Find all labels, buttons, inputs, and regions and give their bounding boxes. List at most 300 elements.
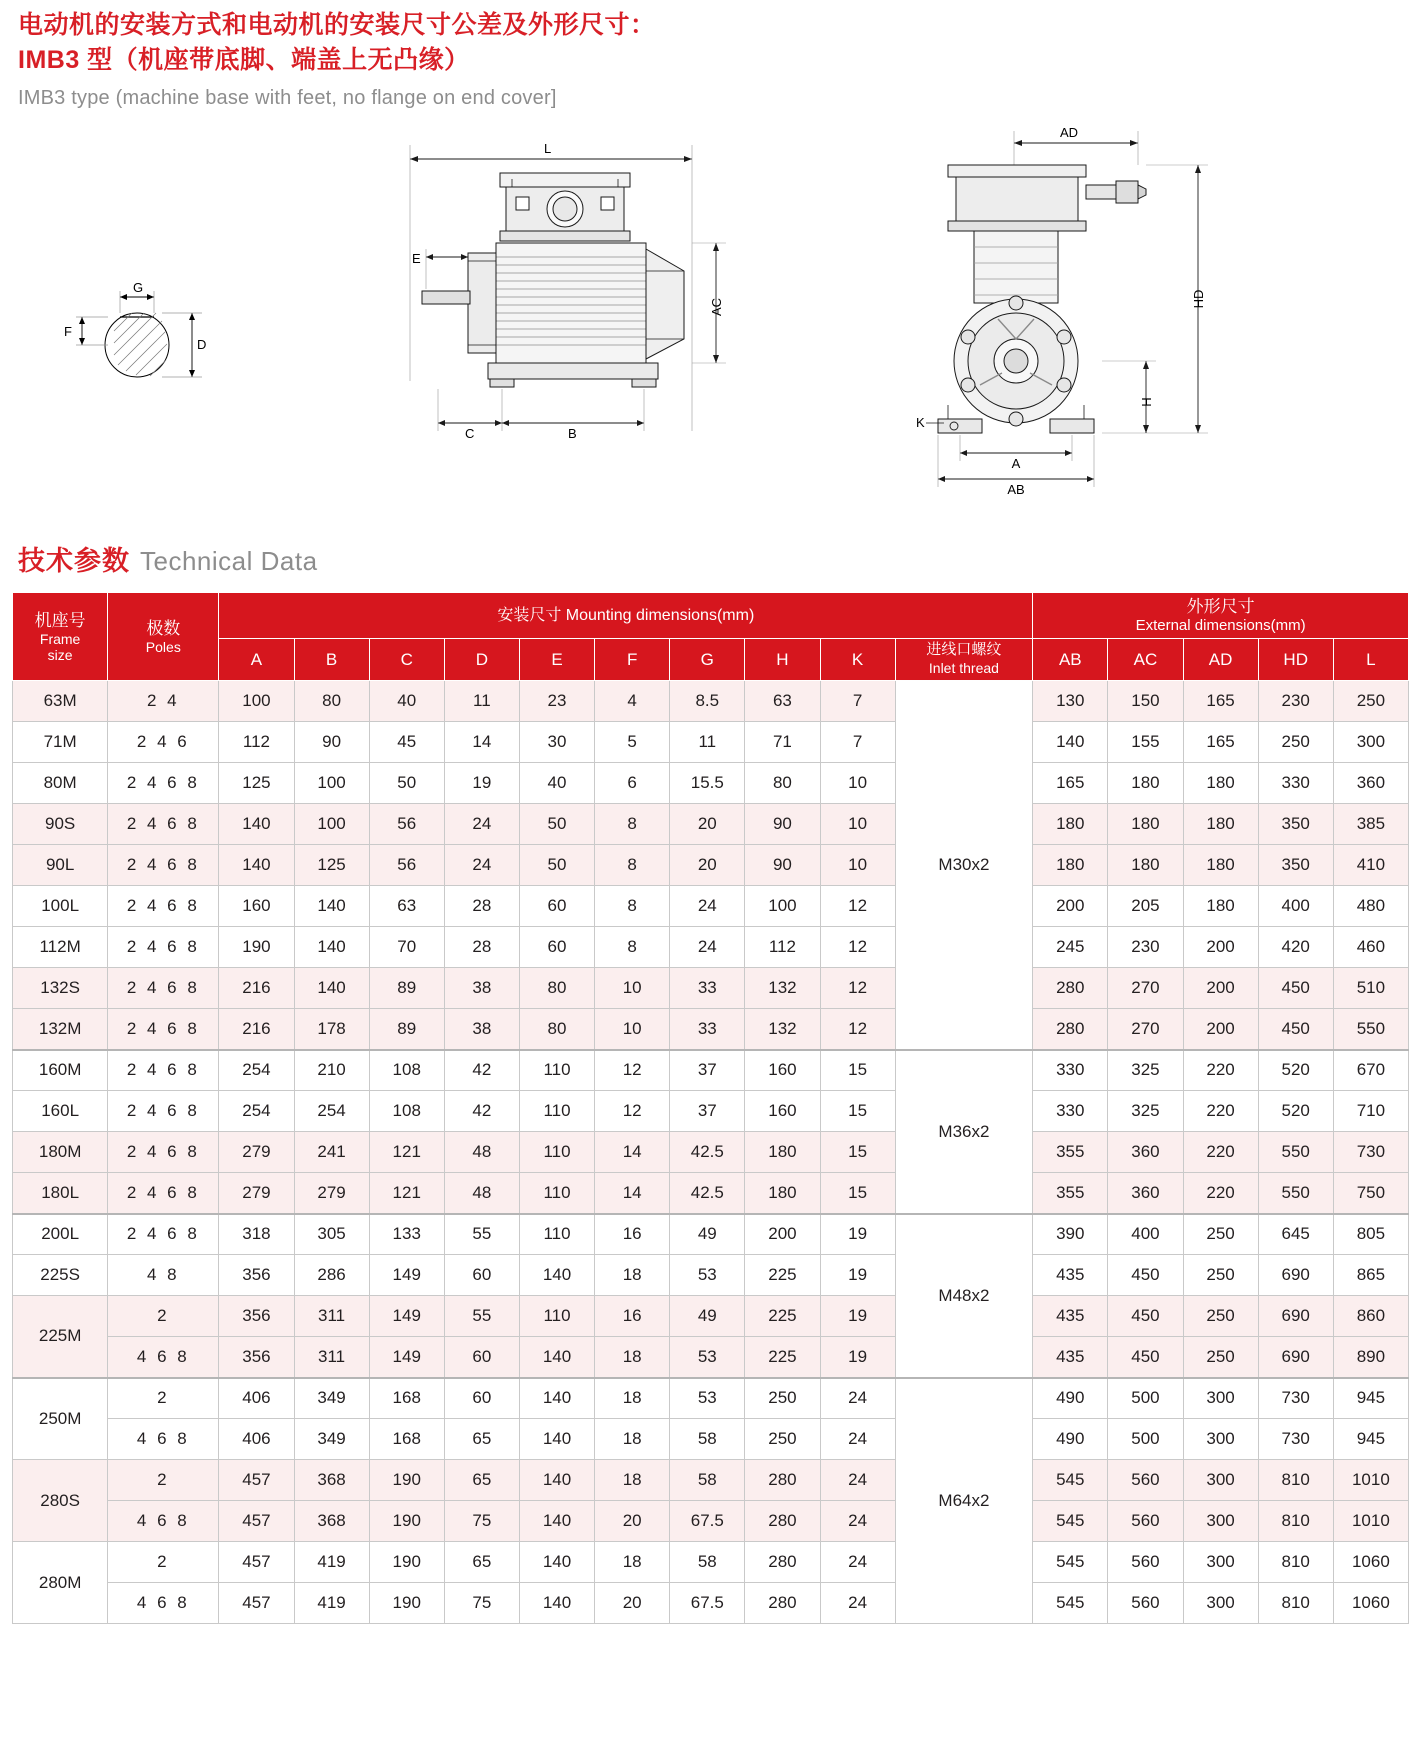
cell-G: 53 xyxy=(670,1337,745,1378)
cell-frame-size: 90S xyxy=(13,804,108,845)
cell-L: 1010 xyxy=(1333,1501,1408,1542)
cell-A: 112 xyxy=(219,722,294,763)
cell-F: 12 xyxy=(595,1091,670,1132)
end-view-drawing xyxy=(912,123,1252,503)
cell-D: 28 xyxy=(444,886,519,927)
cell-D: 60 xyxy=(444,1337,519,1378)
cell-AC: 360 xyxy=(1108,1132,1183,1173)
cell-D: 24 xyxy=(444,845,519,886)
header-inlet-thread-cn: 进线口螺纹 xyxy=(926,641,1002,659)
cell-B: 349 xyxy=(294,1419,369,1460)
cell-C: 56 xyxy=(369,804,444,845)
cell-F: 8 xyxy=(595,845,670,886)
cell-AC: 450 xyxy=(1108,1255,1183,1296)
header-col-L: L xyxy=(1333,639,1408,681)
cell-G: 58 xyxy=(670,1419,745,1460)
cell-K: 15 xyxy=(820,1050,895,1091)
cell-AB: 180 xyxy=(1033,845,1108,886)
cell-G: 37 xyxy=(670,1091,745,1132)
dim-label-F: F xyxy=(64,324,72,339)
cell-AB: 545 xyxy=(1033,1460,1108,1501)
cell-HD: 420 xyxy=(1258,927,1333,968)
cell-K: 19 xyxy=(820,1255,895,1296)
cell-frame-size: 225M xyxy=(13,1296,108,1378)
cell-L: 480 xyxy=(1333,886,1408,927)
cell-B: 80 xyxy=(294,681,369,722)
cell-poles: 2 4 6 8 xyxy=(108,886,219,927)
cell-D: 11 xyxy=(444,681,519,722)
cell-H: 280 xyxy=(745,1501,820,1542)
cell-AD: 250 xyxy=(1183,1214,1258,1255)
cell-G: 15.5 xyxy=(670,763,745,804)
cell-poles: 2 4 6 8 xyxy=(108,968,219,1009)
table-row xyxy=(13,968,1409,1009)
cell-H: 280 xyxy=(745,1460,820,1501)
technical-data-heading-cn: 技术参数 xyxy=(18,546,130,576)
cell-D: 42 xyxy=(444,1050,519,1091)
cell-C: 50 xyxy=(369,763,444,804)
technical-drawings xyxy=(12,123,1409,523)
header-poles-en: Poles xyxy=(145,639,181,656)
cell-AD: 180 xyxy=(1183,886,1258,927)
table-row xyxy=(13,1173,1409,1214)
cell-L: 890 xyxy=(1333,1337,1408,1378)
dim-label-K: K xyxy=(916,415,925,430)
page-title-block xyxy=(12,0,1409,113)
cell-K: 10 xyxy=(820,763,895,804)
cell-L: 865 xyxy=(1333,1255,1408,1296)
cell-L: 805 xyxy=(1333,1214,1408,1255)
cell-AC: 560 xyxy=(1108,1542,1183,1583)
header-inlet-thread xyxy=(895,639,1033,681)
cell-C: 63 xyxy=(369,886,444,927)
cell-poles: 2 4 6 8 xyxy=(108,1214,219,1255)
cell-AD: 180 xyxy=(1183,763,1258,804)
cell-HD: 230 xyxy=(1258,681,1333,722)
cell-F: 8 xyxy=(595,927,670,968)
table-row xyxy=(13,886,1409,927)
cell-AB: 330 xyxy=(1033,1050,1108,1091)
cell-AB: 245 xyxy=(1033,927,1108,968)
page-title-cn-line2: IMB3 型（机座带底脚、端盖上无凸缘） xyxy=(18,45,470,74)
cell-poles: 2 4 6 8 xyxy=(108,1050,219,1091)
header-col-A: A xyxy=(219,639,294,681)
cell-HD: 550 xyxy=(1258,1173,1333,1214)
cell-F: 20 xyxy=(595,1501,670,1542)
table-row xyxy=(13,1583,1409,1624)
cell-poles: 2 4 6 8 xyxy=(108,1091,219,1132)
cell-poles: 2 4 6 8 xyxy=(108,1132,219,1173)
cell-E: 140 xyxy=(519,1460,594,1501)
table-row xyxy=(13,927,1409,968)
cell-C: 190 xyxy=(369,1542,444,1583)
table-row xyxy=(13,1091,1409,1132)
cell-A: 457 xyxy=(219,1542,294,1583)
cell-H: 160 xyxy=(745,1091,820,1132)
cell-inlet-thread: M36x2 xyxy=(895,1050,1033,1214)
cell-K: 24 xyxy=(820,1583,895,1624)
cell-G: 42.5 xyxy=(670,1173,745,1214)
cell-E: 140 xyxy=(519,1419,594,1460)
cell-A: 254 xyxy=(219,1050,294,1091)
cell-poles: 2 xyxy=(108,1296,219,1337)
cell-D: 65 xyxy=(444,1460,519,1501)
cell-F: 6 xyxy=(595,763,670,804)
cell-AD: 165 xyxy=(1183,722,1258,763)
cell-poles: 4 6 8 xyxy=(108,1501,219,1542)
cell-C: 56 xyxy=(369,845,444,886)
cell-C: 121 xyxy=(369,1132,444,1173)
cell-H: 100 xyxy=(745,886,820,927)
table-row xyxy=(13,804,1409,845)
cell-AB: 280 xyxy=(1033,1009,1108,1050)
cell-D: 19 xyxy=(444,763,519,804)
cell-AB: 435 xyxy=(1033,1296,1108,1337)
cell-G: 37 xyxy=(670,1050,745,1091)
cell-B: 419 xyxy=(294,1542,369,1583)
cell-H: 132 xyxy=(745,1009,820,1050)
cell-E: 140 xyxy=(519,1378,594,1419)
cell-G: 42.5 xyxy=(670,1132,745,1173)
cell-K: 12 xyxy=(820,968,895,1009)
cell-L: 250 xyxy=(1333,681,1408,722)
cell-D: 14 xyxy=(444,722,519,763)
table-row xyxy=(13,1542,1409,1583)
cell-L: 945 xyxy=(1333,1419,1408,1460)
cell-F: 18 xyxy=(595,1460,670,1501)
cell-E: 110 xyxy=(519,1132,594,1173)
cell-B: 100 xyxy=(294,763,369,804)
cell-B: 349 xyxy=(294,1378,369,1419)
header-col-E: E xyxy=(519,639,594,681)
cell-F: 18 xyxy=(595,1419,670,1460)
cell-E: 60 xyxy=(519,886,594,927)
cell-frame-size: 200L xyxy=(13,1214,108,1255)
cell-B: 178 xyxy=(294,1009,369,1050)
header-group-external xyxy=(1033,593,1409,639)
cell-B: 254 xyxy=(294,1091,369,1132)
cell-L: 670 xyxy=(1333,1050,1408,1091)
cell-F: 8 xyxy=(595,886,670,927)
cell-D: 55 xyxy=(444,1296,519,1337)
cell-H: 112 xyxy=(745,927,820,968)
cell-A: 356 xyxy=(219,1296,294,1337)
cell-AD: 220 xyxy=(1183,1173,1258,1214)
header-col-HD: HD xyxy=(1258,639,1333,681)
cell-inlet-thread: M64x2 xyxy=(895,1378,1033,1624)
keyway-section-drawing xyxy=(52,283,252,403)
cell-AC: 270 xyxy=(1108,1009,1183,1050)
cell-H: 280 xyxy=(745,1542,820,1583)
cell-E: 110 xyxy=(519,1173,594,1214)
cell-AB: 390 xyxy=(1033,1214,1108,1255)
cell-L: 945 xyxy=(1333,1378,1408,1419)
cell-AD: 200 xyxy=(1183,968,1258,1009)
cell-AD: 300 xyxy=(1183,1378,1258,1419)
cell-F: 20 xyxy=(595,1583,670,1624)
cell-E: 80 xyxy=(519,968,594,1009)
cell-K: 19 xyxy=(820,1337,895,1378)
cell-AC: 205 xyxy=(1108,886,1183,927)
side-view-drawing xyxy=(392,131,772,491)
cell-poles: 2 xyxy=(108,1542,219,1583)
table-row xyxy=(13,1132,1409,1173)
cell-K: 24 xyxy=(820,1542,895,1583)
cell-G: 53 xyxy=(670,1255,745,1296)
table-row xyxy=(13,1255,1409,1296)
cell-HD: 810 xyxy=(1258,1542,1333,1583)
cell-poles: 4 6 8 xyxy=(108,1337,219,1378)
dim-label-AD: AD xyxy=(1059,125,1079,140)
cell-AD: 300 xyxy=(1183,1583,1258,1624)
cell-C: 190 xyxy=(369,1501,444,1542)
cell-A: 160 xyxy=(219,886,294,927)
cell-poles: 2 4 6 8 xyxy=(108,845,219,886)
cell-frame-size: 160L xyxy=(13,1091,108,1132)
cell-K: 24 xyxy=(820,1501,895,1542)
cell-G: 24 xyxy=(670,886,745,927)
cell-C: 45 xyxy=(369,722,444,763)
cell-E: 110 xyxy=(519,1091,594,1132)
dim-label-D: D xyxy=(197,337,207,352)
cell-poles: 2 4 6 8 xyxy=(108,1009,219,1050)
cell-B: 140 xyxy=(294,886,369,927)
cell-A: 457 xyxy=(219,1583,294,1624)
cell-B: 286 xyxy=(294,1255,369,1296)
cell-E: 50 xyxy=(519,804,594,845)
cell-AD: 220 xyxy=(1183,1050,1258,1091)
cell-K: 24 xyxy=(820,1378,895,1419)
cell-B: 125 xyxy=(294,845,369,886)
cell-G: 67.5 xyxy=(670,1583,745,1624)
cell-C: 190 xyxy=(369,1460,444,1501)
cell-C: 108 xyxy=(369,1050,444,1091)
cell-AB: 490 xyxy=(1033,1419,1108,1460)
header-col-B: B xyxy=(294,639,369,681)
cell-AB: 355 xyxy=(1033,1173,1108,1214)
cell-C: 133 xyxy=(369,1214,444,1255)
cell-E: 140 xyxy=(519,1583,594,1624)
cell-H: 132 xyxy=(745,968,820,1009)
cell-E: 110 xyxy=(519,1050,594,1091)
cell-K: 19 xyxy=(820,1296,895,1337)
cell-G: 58 xyxy=(670,1460,745,1501)
header-frame-size-cn: 机座号 xyxy=(34,610,86,630)
cell-AD: 250 xyxy=(1183,1255,1258,1296)
cell-F: 14 xyxy=(595,1132,670,1173)
cell-F: 10 xyxy=(595,1009,670,1050)
cell-AC: 450 xyxy=(1108,1296,1183,1337)
cell-E: 140 xyxy=(519,1501,594,1542)
cell-AB: 355 xyxy=(1033,1132,1108,1173)
cell-F: 16 xyxy=(595,1214,670,1255)
cell-A: 406 xyxy=(219,1378,294,1419)
cell-K: 15 xyxy=(820,1091,895,1132)
cell-D: 28 xyxy=(444,927,519,968)
cell-AC: 400 xyxy=(1108,1214,1183,1255)
cell-C: 70 xyxy=(369,927,444,968)
cell-AD: 250 xyxy=(1183,1337,1258,1378)
table-row xyxy=(13,1050,1409,1091)
cell-AD: 180 xyxy=(1183,804,1258,845)
cell-H: 90 xyxy=(745,845,820,886)
cell-frame-size: 132S xyxy=(13,968,108,1009)
cell-H: 63 xyxy=(745,681,820,722)
cell-AD: 180 xyxy=(1183,845,1258,886)
cell-E: 110 xyxy=(519,1214,594,1255)
cell-A: 279 xyxy=(219,1132,294,1173)
cell-E: 140 xyxy=(519,1542,594,1583)
cell-L: 860 xyxy=(1333,1296,1408,1337)
cell-HD: 350 xyxy=(1258,804,1333,845)
table-row xyxy=(13,1214,1409,1255)
cell-K: 7 xyxy=(820,722,895,763)
header-col-AD: AD xyxy=(1183,639,1258,681)
cell-D: 75 xyxy=(444,1501,519,1542)
cell-frame-size: 280S xyxy=(13,1460,108,1542)
cell-A: 254 xyxy=(219,1091,294,1132)
cell-C: 168 xyxy=(369,1378,444,1419)
cell-C: 149 xyxy=(369,1337,444,1378)
cell-F: 8 xyxy=(595,804,670,845)
cell-L: 385 xyxy=(1333,804,1408,845)
cell-frame-size: 250M xyxy=(13,1378,108,1460)
table-row xyxy=(13,763,1409,804)
cell-A: 190 xyxy=(219,927,294,968)
cell-AC: 360 xyxy=(1108,1173,1183,1214)
cell-A: 140 xyxy=(219,804,294,845)
cell-HD: 550 xyxy=(1258,1132,1333,1173)
cell-E: 60 xyxy=(519,927,594,968)
header-col-AB: AB xyxy=(1033,639,1108,681)
cell-AB: 330 xyxy=(1033,1091,1108,1132)
cell-AC: 560 xyxy=(1108,1460,1183,1501)
cell-A: 216 xyxy=(219,968,294,1009)
cell-AB: 200 xyxy=(1033,886,1108,927)
header-poles xyxy=(108,593,219,681)
header-col-D: D xyxy=(444,639,519,681)
cell-HD: 450 xyxy=(1258,968,1333,1009)
cell-poles: 2 xyxy=(108,1460,219,1501)
cell-AC: 180 xyxy=(1108,804,1183,845)
table-row xyxy=(13,1337,1409,1378)
cell-A: 125 xyxy=(219,763,294,804)
dim-label-G: G xyxy=(133,283,144,295)
cell-AC: 230 xyxy=(1108,927,1183,968)
cell-AD: 300 xyxy=(1183,1542,1258,1583)
cell-E: 23 xyxy=(519,681,594,722)
cell-AC: 325 xyxy=(1108,1050,1183,1091)
cell-A: 140 xyxy=(219,845,294,886)
cell-D: 65 xyxy=(444,1542,519,1583)
cell-frame-size: 90L xyxy=(13,845,108,886)
cell-HD: 690 xyxy=(1258,1337,1333,1378)
cell-poles: 2 xyxy=(108,1378,219,1419)
cell-K: 19 xyxy=(820,1214,895,1255)
cell-B: 419 xyxy=(294,1583,369,1624)
cell-AC: 560 xyxy=(1108,1583,1183,1624)
cell-AB: 140 xyxy=(1033,722,1108,763)
cell-F: 14 xyxy=(595,1173,670,1214)
cell-C: 40 xyxy=(369,681,444,722)
cell-poles: 2 4 6 xyxy=(108,722,219,763)
cell-C: 190 xyxy=(369,1583,444,1624)
cell-K: 7 xyxy=(820,681,895,722)
header-group-mounting: 安装尺寸 Mounting dimensions(mm) xyxy=(219,593,1033,639)
cell-AD: 300 xyxy=(1183,1460,1258,1501)
cell-G: 49 xyxy=(670,1296,745,1337)
cell-H: 280 xyxy=(745,1583,820,1624)
cell-AD: 165 xyxy=(1183,681,1258,722)
cell-AB: 545 xyxy=(1033,1542,1108,1583)
cell-AC: 180 xyxy=(1108,845,1183,886)
cell-HD: 810 xyxy=(1258,1501,1333,1542)
cell-H: 160 xyxy=(745,1050,820,1091)
cell-C: 89 xyxy=(369,1009,444,1050)
cell-AB: 435 xyxy=(1033,1337,1108,1378)
cell-F: 12 xyxy=(595,1050,670,1091)
cell-A: 216 xyxy=(219,1009,294,1050)
cell-A: 356 xyxy=(219,1255,294,1296)
cell-A: 457 xyxy=(219,1460,294,1501)
cell-A: 406 xyxy=(219,1419,294,1460)
page-title-cn-line1: 电动机的安装方式和电动机的安装尺寸公差及外形尺寸： xyxy=(18,11,656,39)
table-row xyxy=(13,1378,1409,1419)
cell-A: 279 xyxy=(219,1173,294,1214)
table-row xyxy=(13,845,1409,886)
cell-D: 42 xyxy=(444,1091,519,1132)
cell-B: 368 xyxy=(294,1501,369,1542)
cell-AC: 180 xyxy=(1108,763,1183,804)
cell-A: 100 xyxy=(219,681,294,722)
cell-D: 65 xyxy=(444,1419,519,1460)
cell-L: 750 xyxy=(1333,1173,1408,1214)
cell-K: 12 xyxy=(820,1009,895,1050)
header-col-F: F xyxy=(595,639,670,681)
header-column-row xyxy=(13,639,1409,681)
cell-frame-size: 71M xyxy=(13,722,108,763)
cell-D: 48 xyxy=(444,1173,519,1214)
cell-AC: 560 xyxy=(1108,1501,1183,1542)
cell-AB: 180 xyxy=(1033,804,1108,845)
cell-AD: 200 xyxy=(1183,927,1258,968)
cell-frame-size: 160M xyxy=(13,1050,108,1091)
cell-C: 168 xyxy=(369,1419,444,1460)
cell-C: 149 xyxy=(369,1296,444,1337)
cell-AD: 200 xyxy=(1183,1009,1258,1050)
specifications-table xyxy=(12,592,1409,1624)
cell-B: 140 xyxy=(294,968,369,1009)
table-row xyxy=(13,1419,1409,1460)
cell-H: 200 xyxy=(745,1214,820,1255)
cell-inlet-thread: M48x2 xyxy=(895,1214,1033,1378)
cell-poles: 2 4 6 8 xyxy=(108,804,219,845)
cell-H: 225 xyxy=(745,1337,820,1378)
cell-AC: 150 xyxy=(1108,681,1183,722)
cell-E: 30 xyxy=(519,722,594,763)
cell-L: 360 xyxy=(1333,763,1408,804)
cell-F: 10 xyxy=(595,968,670,1009)
header-poles-cn: 极数 xyxy=(146,618,181,638)
cell-K: 12 xyxy=(820,927,895,968)
cell-frame-size: 63M xyxy=(13,681,108,722)
cell-AC: 450 xyxy=(1108,1337,1183,1378)
cell-A: 457 xyxy=(219,1501,294,1542)
cell-B: 140 xyxy=(294,927,369,968)
cell-L: 710 xyxy=(1333,1091,1408,1132)
cell-C: 121 xyxy=(369,1173,444,1214)
cell-D: 48 xyxy=(444,1132,519,1173)
